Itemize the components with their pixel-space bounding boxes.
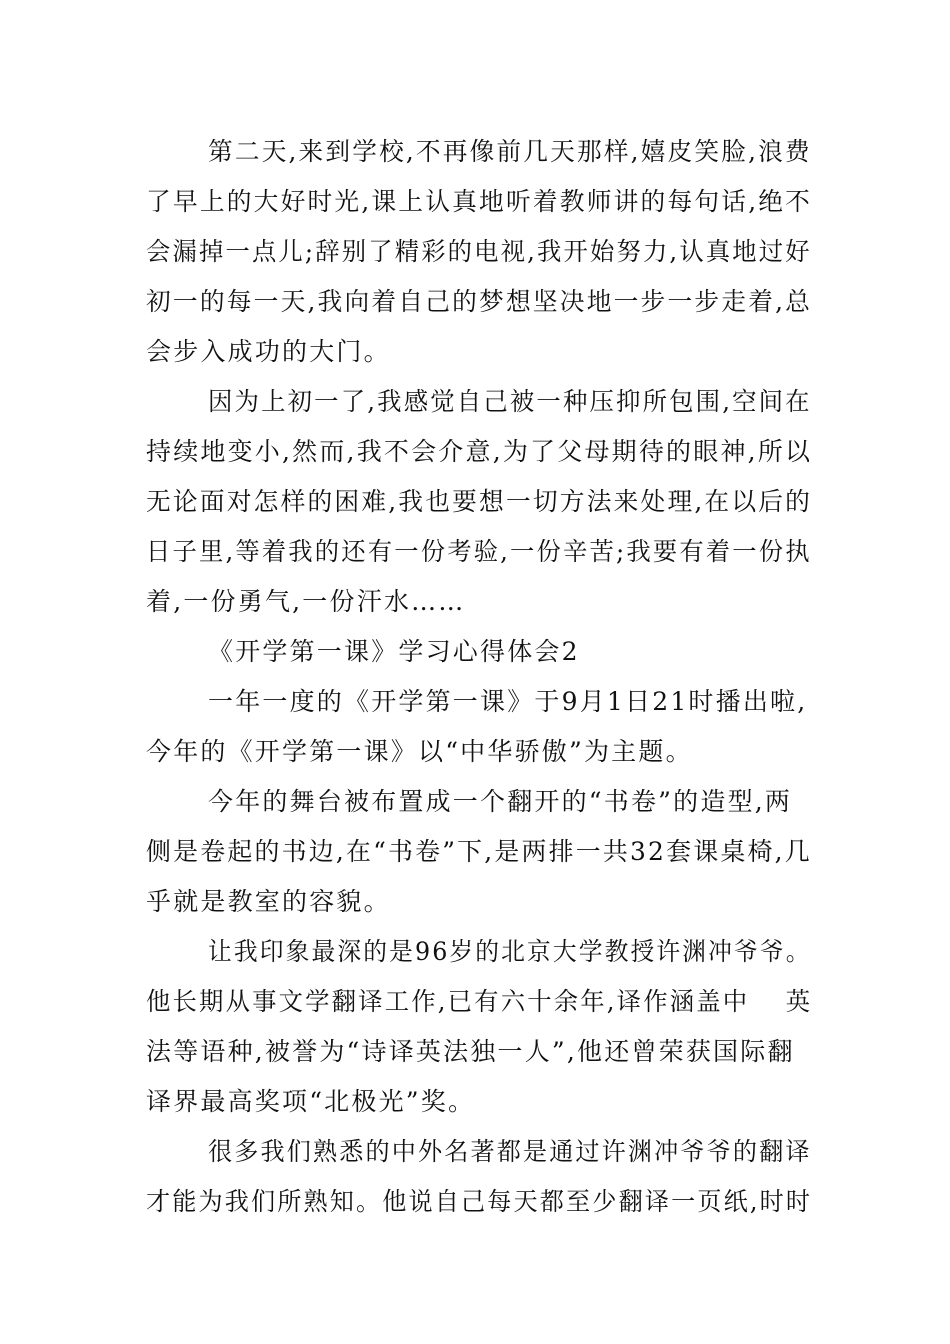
text-line: 会步入成功的大门。 bbox=[146, 337, 391, 366]
section-heading: 《开学第一课》学习心得体会2 bbox=[208, 637, 580, 666]
text-line: 因为上初一了,我感觉自己被一种压抑所包围,空间在 bbox=[208, 387, 812, 416]
text-line: 很多我们熟悉的中外名著都是通过许渊冲爷爷的翻译 bbox=[208, 1137, 812, 1166]
text-line: 让我印象最深的是96岁的北京大学教授许渊冲爷爷。 bbox=[208, 937, 812, 966]
text-line: 持续地变小,然而,我不会介意,为了父母期待的眼神,所以 bbox=[146, 437, 813, 466]
text-line: 才能为我们所熟知。他说自己每天都至少翻译一页纸,时时 bbox=[146, 1187, 813, 1216]
text-line: 了早上的大好时光,课上认真地听着教师讲的每句话,绝不 bbox=[146, 187, 813, 216]
text-line: 一年一度的《开学第一课》于9月1日21时播出啦, bbox=[208, 687, 808, 716]
text-line: 第二天,来到学校,不再像前几天那样,嬉皮笑脸,浪费 bbox=[208, 137, 812, 166]
text-line: 日子里,等着我的还有一份考验,一份辛苦;我要有着一份执 bbox=[146, 537, 812, 566]
text-line: 无论面对怎样的困难,我也要想一切方法来处理,在以后的 bbox=[146, 487, 813, 516]
text-line: 今年的舞台被布置成一个翻开的“书卷”的造型,两 bbox=[208, 787, 793, 816]
text-line: 今年的《开学第一课》以“中华骄傲”为主题。 bbox=[146, 737, 693, 766]
text-line: 法等语种,被誉为“诗译英法独一人”,他还曾荣获国际翻 bbox=[146, 1037, 795, 1066]
text-line: 侧是卷起的书边,在“书卷”下,是两排一共32套课桌椅,几 bbox=[146, 837, 812, 866]
text-line: 会漏掉一点儿;辞别了精彩的电视,我开始努力,认真地过好 bbox=[146, 237, 812, 266]
text-line: 他长期从事文学翻译工作,已有六十余年,译作涵盖中 英 bbox=[146, 987, 813, 1016]
text-line: 初一的每一天,我向着自己的梦想坚决地一步一步走着,总 bbox=[146, 287, 813, 316]
text-line: 乎就是教室的容貌。 bbox=[146, 887, 391, 916]
text-line: 着,一份勇气,一份汗水…… bbox=[146, 587, 466, 616]
text-line: 译界最高奖项“北极光”奖。 bbox=[146, 1087, 476, 1116]
